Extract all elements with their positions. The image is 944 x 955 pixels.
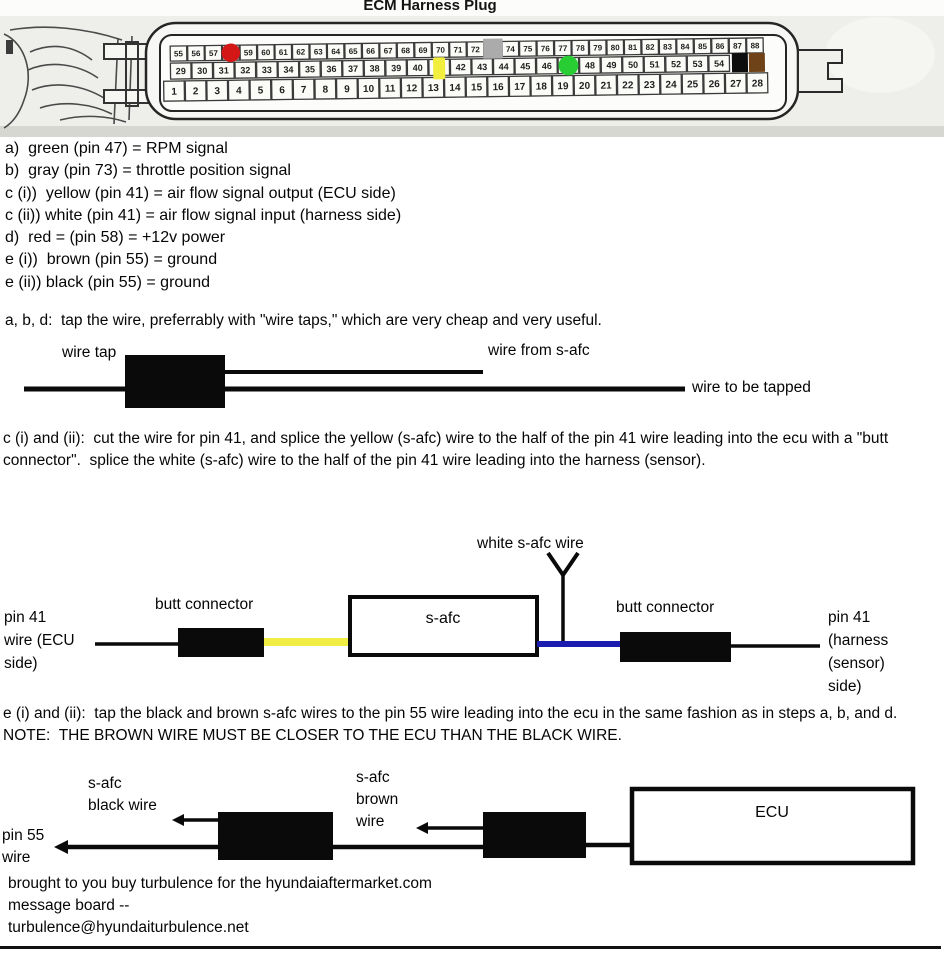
- pin-number: 57: [208, 48, 218, 58]
- black-wire-arrowhead: [172, 814, 184, 826]
- pin-number: 35: [304, 64, 316, 75]
- pin-number: 33: [261, 64, 272, 76]
- pin-number: 53: [692, 58, 703, 70]
- pin-number: 26: [708, 79, 720, 91]
- brown-wire-arrowhead: [416, 822, 428, 834]
- pin-number: 63: [313, 47, 323, 57]
- scan-smudge: [6, 40, 13, 54]
- pin-number: 86: [715, 41, 725, 51]
- pin-number: 4: [236, 85, 242, 97]
- pin-number: 14: [449, 82, 461, 94]
- pin-number: 30: [197, 65, 208, 76]
- wire-tap-label: wire tap: [62, 344, 117, 361]
- safc-brown-label-1: s-afc: [356, 769, 390, 786]
- butt-connector-right-label: butt connector: [616, 599, 715, 616]
- pin-number: 27: [730, 78, 742, 90]
- legend-line-cii: c (ii)) white (pin 41) = air flow signal input (harness side): [5, 206, 402, 224]
- pin-number: 13: [427, 82, 439, 95]
- pin-number: 66: [366, 46, 376, 56]
- pin-number: 23: [643, 79, 656, 92]
- pin-number: 62: [296, 47, 306, 57]
- pin-number: 49: [606, 60, 617, 71]
- pin-number: 50: [627, 59, 639, 70]
- pin-number: 83: [663, 42, 673, 52]
- pin-number: 18: [535, 81, 547, 93]
- gray-marker: [483, 38, 503, 58]
- pin-number: 5: [257, 85, 264, 97]
- pin-number: 43: [477, 61, 488, 73]
- pin-number: 52: [671, 59, 682, 70]
- step-e-paragraph: e (i) and (ii): tap the black and brown s-afc wires to the pin 55 wire leading into the ecu in the same fashion as in steps a, b, and d. NOTE: THE BROWN WIRE MUST BE CLOSER TO THE ECU THAN THE BLACK WIRE.: [3, 705, 906, 744]
- pin-number: 19: [557, 81, 569, 93]
- pin-number: 48: [584, 60, 596, 71]
- safc-black-label-1: s-afc: [88, 775, 122, 792]
- pin-number: 38: [369, 63, 380, 74]
- pin-number: 15: [470, 82, 483, 94]
- pin-number: 37: [347, 63, 359, 74]
- pin-number: 29: [175, 66, 186, 77]
- pin-number: 74: [505, 44, 515, 54]
- butt-connector-right-block: [620, 632, 731, 662]
- wire-tap-block-brown: [483, 812, 586, 858]
- pin41-ecu-label-2: wire (ECU: [4, 632, 75, 649]
- pin-number: 70: [436, 45, 446, 55]
- wire-tap-block-black: [218, 812, 333, 860]
- pin-number: 3: [214, 86, 221, 98]
- safc-black-label-2: black wire: [88, 797, 157, 814]
- footer-credit: [8, 873, 432, 939]
- pin-number: 85: [698, 42, 708, 52]
- pin-number: 42: [455, 62, 466, 73]
- pin-number: 78: [575, 43, 585, 53]
- pin-number: 34: [283, 64, 294, 75]
- legend-line-ci: c (i)) yellow (pin 41) = air flow signal output (ECU side): [5, 184, 396, 202]
- pin55-ecu-diagram: [0, 762, 944, 872]
- safc-brown-label-3: wire: [356, 813, 385, 830]
- footer-line-2: message board --: [8, 897, 130, 914]
- pin-number: 55: [173, 49, 183, 59]
- pin-number: 51: [649, 59, 660, 70]
- pin-number: 17: [514, 81, 526, 93]
- pin-number: 10: [362, 83, 375, 96]
- pin55-wire-arrowhead: [54, 840, 68, 854]
- pin-number: 64: [331, 47, 341, 57]
- pin-number: 12: [406, 83, 418, 95]
- footer-line-1: brought to you buy turbulence for the hyundaiaftermarket.com: [8, 875, 432, 892]
- figure-title: ECM Harness Plug: [363, 0, 497, 14]
- pin-number: 46: [541, 60, 552, 72]
- white-wire-fork: [548, 553, 578, 575]
- pin-number: 11: [384, 83, 396, 95]
- pin-grid: [163, 35, 768, 101]
- brown-marker: [749, 53, 765, 72]
- safc-box-label: s-afc: [425, 610, 461, 627]
- pin55-label-1: pin 55: [2, 827, 45, 844]
- pin-number: 65: [348, 46, 358, 57]
- legend-line-a: a) green (pin 47) = RPM signal: [5, 140, 228, 157]
- pin41-harness-label-3: (sensor): [828, 655, 885, 672]
- pin41-harness-label-1: pin 41: [828, 609, 871, 626]
- legend-line-b: b) gray (pin 73) = throttle position signal: [5, 162, 291, 180]
- pin-number: 1: [171, 86, 177, 98]
- legend-line-ei: e (i)) brown (pin 55) = ground: [5, 251, 218, 269]
- pin-number: 7: [300, 84, 307, 96]
- pin-legend: [5, 138, 401, 294]
- ecu-box-label: ECU: [755, 804, 789, 821]
- pin-number: 6: [279, 85, 285, 97]
- pin-number: 45: [520, 61, 531, 72]
- pin-number: 79: [593, 43, 603, 53]
- step-abd-paragraph: a, b, d: tap the wire, preferrably with "wire taps," which are very cheap and very useful.: [5, 312, 602, 329]
- pin-number: 68: [401, 46, 411, 56]
- safc-splice-diagram: [0, 525, 944, 705]
- pin-number: 81: [628, 42, 638, 53]
- black-marker: [732, 53, 748, 72]
- pin-number: 88: [750, 41, 760, 51]
- wire-from-safc-label: wire from s-afc: [488, 342, 590, 359]
- pin-number: 21: [600, 80, 612, 92]
- wire-tap-diagram: [0, 335, 944, 420]
- white-safc-wire-label: white s-afc wire: [477, 535, 584, 552]
- butt-connector-left-label: butt connector: [155, 596, 254, 613]
- step-c-paragraph: c (i) and (ii): cut the wire for pin 41, and splice the yellow (s-afc) wire to the half of the pin 41 wire leading into the ecu with a "butt connector". splice the white (s-afc) wire to the half of the pin 41 wire leading into the harness (sensor).: [3, 430, 893, 469]
- pin-number: 36: [326, 63, 337, 75]
- legend-line-eii: e (ii)) black (pin 55) = ground: [5, 273, 210, 291]
- pin-number: 20: [578, 80, 591, 93]
- pin-number: 9: [344, 84, 350, 96]
- pin41-ecu-label-1: pin 41: [4, 609, 47, 626]
- legend-line-d: d) red = (pin 58) = +12v power: [5, 229, 226, 247]
- bottom-rule: [0, 946, 941, 949]
- pin-number: 44: [498, 61, 509, 72]
- yellow-marker: [433, 57, 445, 79]
- pin-number: 8: [322, 84, 329, 96]
- pin-number: 54: [714, 58, 725, 69]
- pin-number: 16: [492, 82, 504, 94]
- pin-number: 31: [218, 65, 229, 76]
- pin41-ecu-label-3: side): [4, 655, 38, 672]
- pin-number: 67: [383, 46, 393, 56]
- pin-number: 56: [191, 49, 201, 59]
- pin41-harness-label-2: (harness: [828, 632, 889, 649]
- pin-number: 71: [453, 45, 463, 55]
- pin-number: 72: [470, 45, 480, 55]
- pin-number: 61: [278, 47, 288, 57]
- wire-tap-block: [125, 355, 225, 408]
- footer-line-3: turbulence@hyundaiturbulence.net: [8, 919, 249, 936]
- ecm-plug-figure: [0, 0, 944, 137]
- pin-number: 76: [540, 44, 550, 54]
- pin-number: 82: [645, 42, 655, 52]
- pin-number: 40: [412, 62, 423, 73]
- pin-number: 39: [391, 63, 402, 74]
- pin-number: 25: [686, 79, 699, 91]
- pin-number: 60: [261, 48, 271, 58]
- safc-brown-label-2: brown: [356, 791, 399, 808]
- pin-number: 77: [558, 43, 568, 54]
- pin-number: 69: [418, 45, 428, 56]
- pin-number: 80: [610, 43, 620, 53]
- pin-number: 59: [243, 48, 253, 58]
- wire-to-be-tapped-label: wire to be tapped: [692, 379, 811, 396]
- pin-number: 32: [240, 65, 251, 76]
- pin-number: 22: [622, 80, 634, 92]
- pin-number: 87: [732, 41, 743, 51]
- pin55-label-2: wire: [2, 849, 31, 866]
- pin-number: 84: [680, 42, 690, 52]
- pin-number: 28: [751, 78, 764, 90]
- pin-number: 2: [192, 86, 199, 98]
- pin41-harness-label-4: side): [828, 678, 862, 695]
- pin-number: 75: [523, 44, 533, 54]
- pin-number: 24: [665, 79, 677, 91]
- ecu-box: [632, 789, 913, 863]
- butt-connector-left-block: [178, 628, 264, 657]
- scan-bottom-band: [0, 126, 944, 137]
